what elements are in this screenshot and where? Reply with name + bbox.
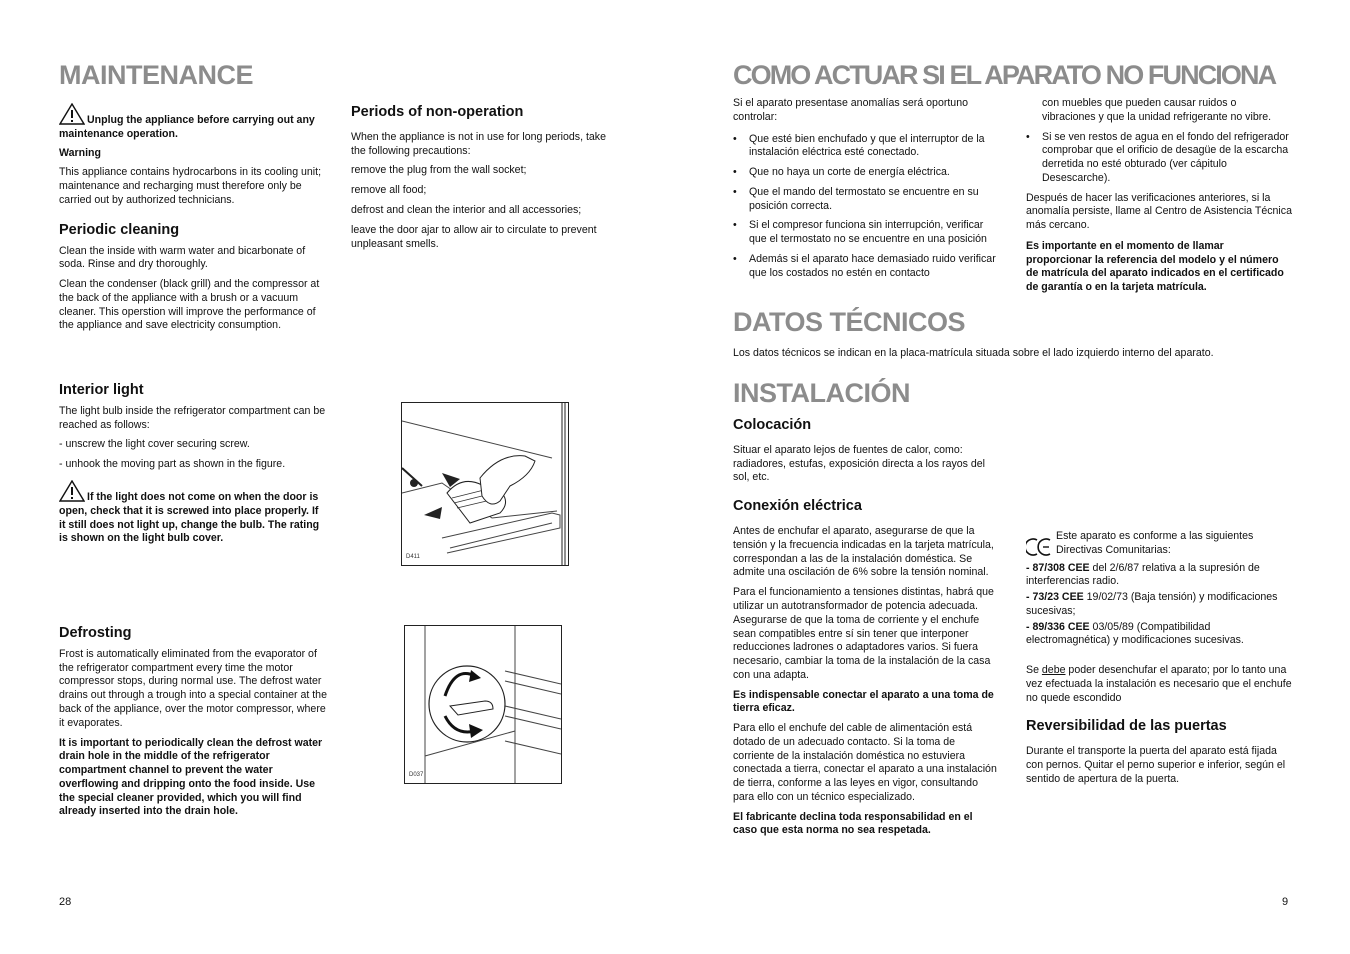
unplug-note [1026,664,1292,705]
interior-light-section [59,383,327,552]
page-title-como-actuar: COMO ACTUAR SI EL APARATO NO FUNCIONA [733,60,1276,90]
important-note: Es importante en el momento de llamar proporcionar la referencia del modelo y el número de matrícula del aparato indicados en el certificado de garantía o en la tarjeta matrícula. [1026,239,1284,294]
troubleshooting-item: • Si el compresor funciona sin interrupción, verificar que el termostato no se encuentre en una posición [733,219,999,247]
light-warning [59,480,327,546]
troubleshooting-list-2 [1026,131,1292,186]
directive-3-text: 03/05/89 (Compatibilidad electromagnética) y modificaciones sucesivas. [1026,620,1244,647]
ce-intro-text: Este aparato es conforme a las siguientes Directivas Comunitarias: [1056,530,1254,556]
ce-mark-icon [1026,538,1052,556]
periods-p3: remove all food; [351,184,427,197]
directive-3 [1026,621,1292,649]
ce-compliance-block [1026,530,1292,793]
heading-periodic-cleaning: Periodic cleaning [59,221,180,238]
unplug-warning-text: Unplug the appliance before carrying out any maintenance operation. [59,114,315,140]
directive-1-code: - 87/308 CEE [1026,561,1090,574]
troubleshooting-column-1 [733,97,999,286]
warning-label: Warning [59,146,101,159]
troubleshooting-intro: Si el aparato presentase anomalías será oportuno controlar: [733,97,968,123]
troubleshooting-list [733,133,999,281]
troubleshooting-item: • Si se ven restos de agua en el fondo del refrigerador comprobar que el orificio de desagüe de la escarcha derretida no esté obturado (ver cápitulo Desescarche). [1026,131,1292,186]
heading-reversibilidad: Reversibilidad de las puertas [1026,718,1227,735]
periods-p2: remove the plug from the wall socket; [351,164,527,177]
warning-triangle-icon [59,103,85,125]
directive-2-code: - 73/23 CEE [1026,591,1084,604]
periods-section [351,105,621,257]
troubleshooting-continuation: con muebles que pueden causar ruidos o vibraciones y que la unidad refrigerante no vibre. [1042,97,1272,123]
directive-2-text: 19/02/73 (Baja tensión) y modificaciones sucesivas; [1026,591,1278,617]
conexion-p4: Para ello el enchufe del cable de alimentación está dotado de un adecuado contacto. Si la toma de corriente de la instalación doméstica no estuviera conectada a tierra, conectar el aparato a una instalación de tierra, conforme a las leyes en vigor, consultando para ello con un técnico especializado. [733,722,997,803]
light-bulb-figure [401,402,569,566]
interior-light-p3: - unhook the moving part as shown in the figure. [59,458,286,471]
warning-triangle-icon [59,480,85,502]
conexion-p5: El fabricante declina toda responsabilidad en el caso que esta norma no sea respetada. [733,810,973,837]
page-number-left: 28 [59,896,72,908]
installation-column [733,418,999,844]
drain-cleaner-figure [404,625,562,784]
page-title-instalacion: INSTALACIÓN [733,378,910,408]
drain-cleaner-illustration [405,626,561,783]
ce-intro-row [1026,530,1292,558]
heading-colocacion: Colocación [733,417,812,433]
directive-3-code: - 89/336 CEE [1026,620,1090,633]
light-bulb-illustration [402,403,568,565]
interior-light-p2: - unscrew the light cover securing screw. [59,438,250,451]
defrosting-p1: Frost is automatically eliminated from the evaporator of the refrigerator compartment every time the motor compressor stops, during normal use. The defrost water drains out through a trough into a special container at the back of the appliance, over the motor compressor, where it evaporates. [59,647,327,729]
heading-interior-light: Interior light [59,382,144,398]
colocacion-text: Situar el aparato lejos de fuentes de calor, como: radiadores, estufas, exposición directa a los rayos del sol, etc. [733,443,986,484]
troubleshooting-item: • Además si el aparato hace demasiado ruido verificar que los costados no estén en contacto [733,253,999,281]
unplug-note-b: poder desenchufar el aparato; por lo tanto una vez efectuada la instalación es necesario que el enchufe no quede escondido [1026,664,1292,704]
heading-conexion-electrica: Conexión eléctrica [733,498,862,515]
maintenance-column [59,103,325,339]
periods-p4: defrost and clean the interior and all accessories; [351,204,582,216]
conexion-p1: Antes de enchufar el aparato, asegurarse de que la tensión y la frecuencia indicadas en la tarjeta matrícula, correspondan a las de la instalación doméstica. Se admite una oscilación de 6% sobre la tensión nominal. [733,525,994,579]
defrosting-section [59,626,327,825]
reversibilidad-text: Durante el transporte la puerta del aparato está fijada con pernos. Quitar el perno superior e inferior, según el sentido de apertura de la puerta. [1026,745,1286,785]
directive-1 [1026,562,1292,590]
warning-text: This appliance contains hydrocarbons in its cooling unit; maintenance and recharging must therefore only be carried out by authorized technicians. [59,166,322,206]
defrosting-p2: It is important to periodically clean the defrost water drain hole in the middle of the refrigerator compartment channel to prevent the water overflowing and dripping onto the food inside. Use the special cleaner provided, which you will find already inserted into the drain hole. [59,736,323,818]
directive-2 [1026,591,1292,619]
figure-label-d411: D411 [406,554,420,561]
periods-p1: When the appliance is not in use for long periods, take the following precautions: [351,130,606,157]
conexion-p3: Es indispensable conectar el aparato a una toma de tierra eficaz. [733,688,994,715]
figure-label-d037: D037 [409,772,424,779]
troubleshooting-column-2 [1026,97,1292,301]
heading-defrosting: Defrosting [59,625,132,641]
unplug-note-underlined: debe [1041,664,1066,677]
datos-tecnicos-text: Los datos técnicos se indican en la placa-matrícula situada sobre el lado izquierdo interno del aparato. [733,347,1214,359]
periodic-cleaning-p1: Clean the inside with warm water and bicarbonate of soda. Rinse and dry thoroughly. [59,244,306,271]
troubleshooting-item: • Que el mando del termostato se encuentre en su posición correcta. [733,186,999,214]
directive-1-text: del 2/6/87 relativa a la supresión de interferencias radio. [1026,561,1260,588]
page-title-maintenance: MAINTENANCE [59,60,253,90]
unplug-note-a: Se [1026,664,1042,677]
page-number-right: 9 [1282,896,1289,908]
heading-periods-non-operation: Periods of non-operation [351,104,524,120]
interior-light-p1: The light bulb inside the refrigerator compartment can be reached as follows: [59,404,326,431]
periodic-cleaning-p2: Clean the condenser (black grill) and the compressor at the back of the appliance with a brush or a vacuum cleaner. This operstion will improve the performance of the appliance and save electricity consumption. [59,278,320,332]
troubleshooting-item: • Que no haya un corte de energía eléctrica. [733,166,999,180]
page-title-datos-tecnicos: DATOS TÉCNICOS [733,307,966,337]
periods-p5: leave the door ajar to allow air to circulate to prevent unpleasant smells. [351,223,597,250]
light-warning-text: If the light does not come on when the door is open, check that it is screwed into place properly. If it still does not light up, change the bulb. The rating is shown on the light bulb cover. [59,491,320,545]
after-checks-text: Después de hacer las verificaciones anteriores, si la anomalía persiste, llame al Centro de Asistencia Técnica más cercano. [1026,191,1292,232]
unplug-warning [59,103,325,142]
conexion-p2: Para el funcionamiento a tensiones distintas, habrá que utilizar un autotransformador de potencia adecuada. Asegurarse de que la toma de corriente y el enchufe sean compatibles entre sí sin tener que interponer reducciones ladrones o adaptadores varios. Si fuera necesario, cambiar la toma de la instalación de la casa con una adapta. [733,586,994,681]
troubleshooting-item: • Que esté bien enchufado y que el interruptor de la instalación eléctrica esté conectado. [733,133,999,161]
